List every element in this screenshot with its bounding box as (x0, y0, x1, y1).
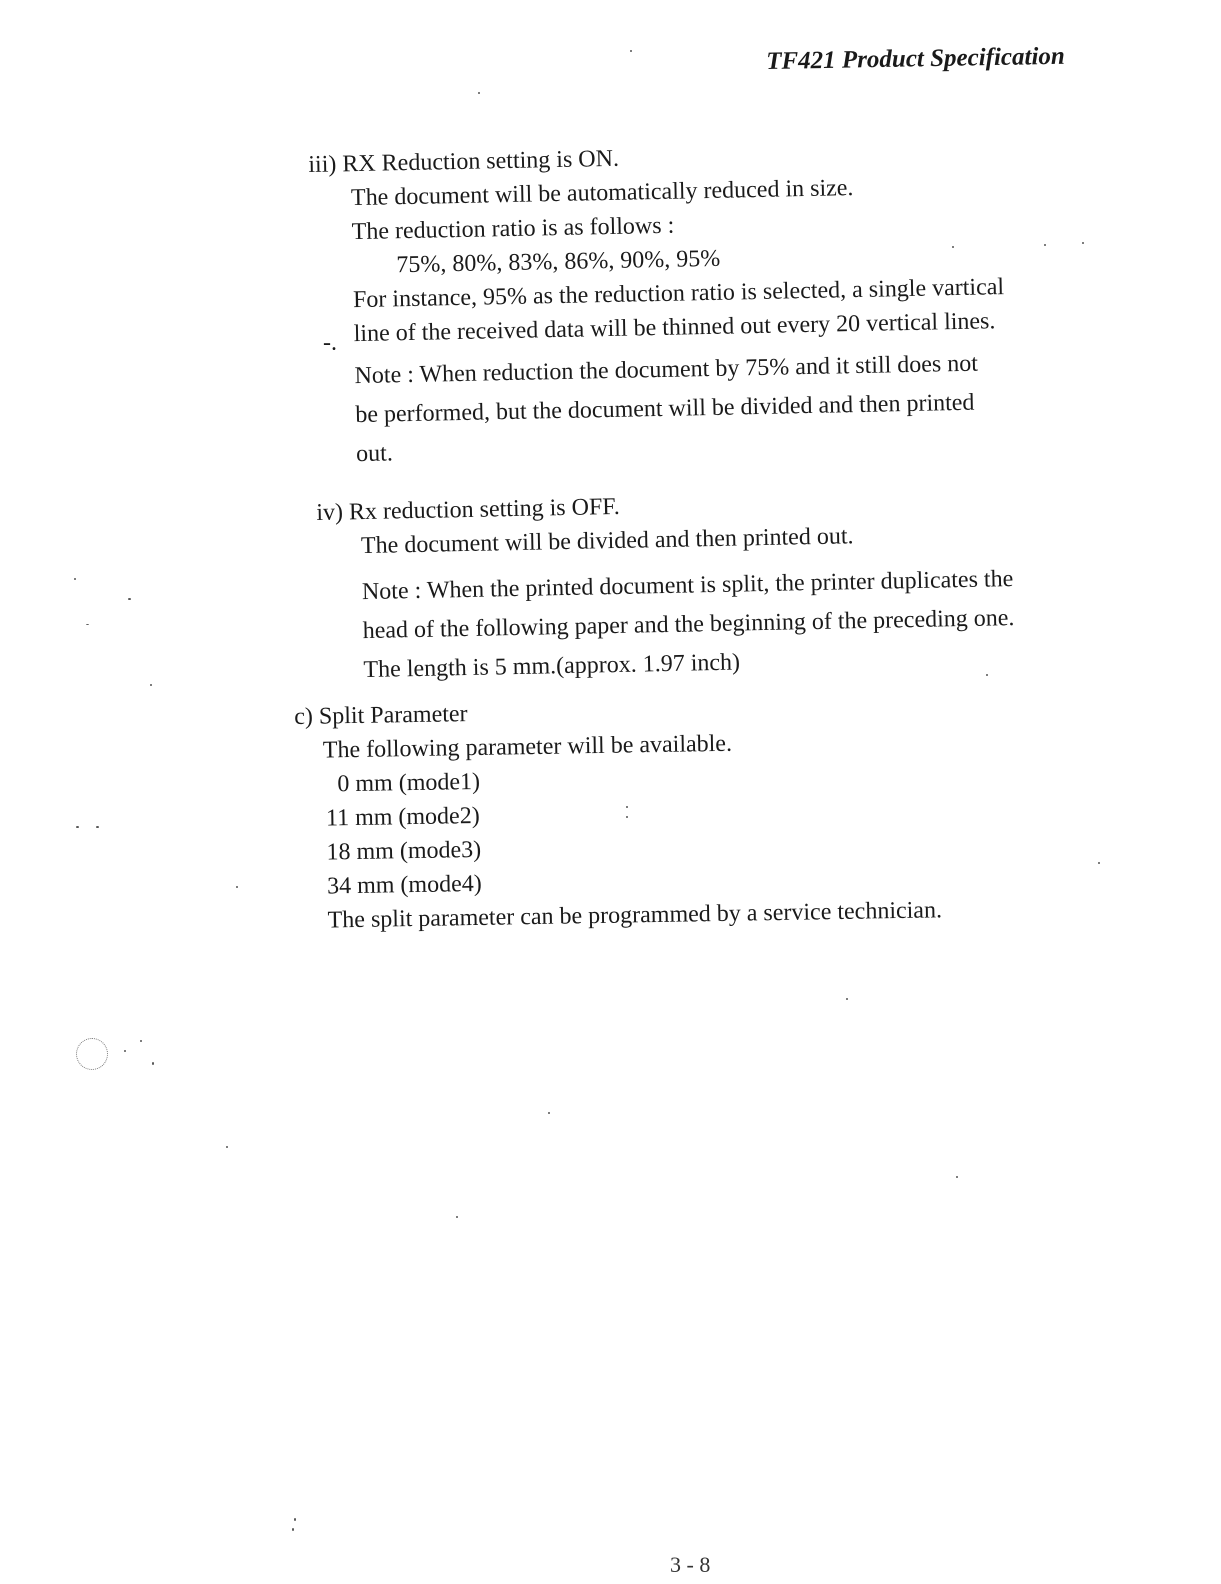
scan-speck (1098, 862, 1100, 864)
section-iv (316, 482, 1016, 691)
scan-speck (1044, 244, 1046, 246)
scan-speck (236, 886, 238, 888)
section-iii-line4: line of the received data will be thinned out every 20 vertical lines. (353, 308, 996, 348)
scan-speck (226, 1146, 228, 1148)
section-iv-note-line2: head of the following paper and the beginning of the preceding one. (362, 605, 1015, 645)
scan-speck (86, 624, 89, 625)
scan-speck (76, 826, 79, 828)
scan-speck (1082, 242, 1084, 244)
section-iv-line1: The document will be divided and then printed out. (360, 523, 854, 560)
section-iii (308, 134, 1008, 475)
section-iv-note-line1: Note : When the printed document is split, the printer duplicates the (361, 566, 1014, 606)
section-c-heading: c) Split Parameter (294, 701, 468, 730)
scan-speck (150, 684, 152, 686)
scan-speck (96, 826, 99, 828)
section-iii-line2: The reduction ratio is as follows : (351, 212, 675, 246)
scan-speck (956, 1176, 958, 1178)
section-c-intro: The following parameter will be available. (322, 730, 733, 764)
scan-speck (846, 998, 848, 1000)
scan-speck (124, 1050, 126, 1052)
scan-speck (626, 816, 628, 818)
scan-speck (478, 92, 480, 94)
section-c-footer: The split parameter can be programmed by a service technician. (327, 897, 943, 934)
scan-speck (294, 1518, 296, 1521)
section-iii-marker: iii) (308, 151, 337, 178)
section-iv-note-line3: The length is 5 mm.(approx. 1.97 inch) (363, 649, 741, 684)
section-iii-heading: RX Reduction setting is ON. (342, 145, 620, 178)
scan-speck (456, 1216, 458, 1218)
split-param-mode3: 18 mm (mode3) (326, 836, 482, 866)
scan-speck (74, 578, 76, 580)
scan-speck (292, 1528, 294, 1531)
scan-speck (152, 1062, 154, 1065)
scan-speck (986, 674, 988, 676)
split-param-mode4: 34 mm (mode4) (326, 870, 482, 900)
page-number: 3 - 8 (670, 1552, 711, 1577)
section-iv-marker: iv) (316, 499, 344, 526)
section-iii-note-line3: out. (355, 440, 394, 468)
scan-speck (952, 246, 954, 248)
section-iii-line1: The document will be automatically reduced in size. (350, 175, 854, 212)
scan-speck (140, 1040, 142, 1042)
section-iv-heading: Rx reduction setting is OFF. (348, 493, 620, 526)
page-header-title: TF421 Product Specification (766, 42, 1066, 75)
section-iii-note-line2: be performed, but the document will be divided and then printed (355, 389, 975, 429)
split-param-mode2: 11 mm (mode2) (325, 802, 480, 832)
section-iii-note-line1: Note : When reduction the document by 75% and it still does not (354, 350, 979, 390)
section-iii-line3: For instance, 95% as the reduction ratio is selected, a single vartical (352, 274, 1005, 314)
stray-dash-marker: -. (323, 330, 337, 356)
scan-speck (626, 806, 628, 808)
split-param-mode1: 0 mm (mode1) (337, 768, 481, 798)
scan-ring-artifact (76, 1038, 108, 1070)
scan-speck (630, 50, 632, 52)
scan-speck (548, 1112, 550, 1114)
scan-speck (128, 598, 131, 600)
reduction-ratios: 75%, 80%, 83%, 86%, 90%, 95% (396, 245, 721, 279)
section-c-split-parameter (294, 689, 942, 938)
